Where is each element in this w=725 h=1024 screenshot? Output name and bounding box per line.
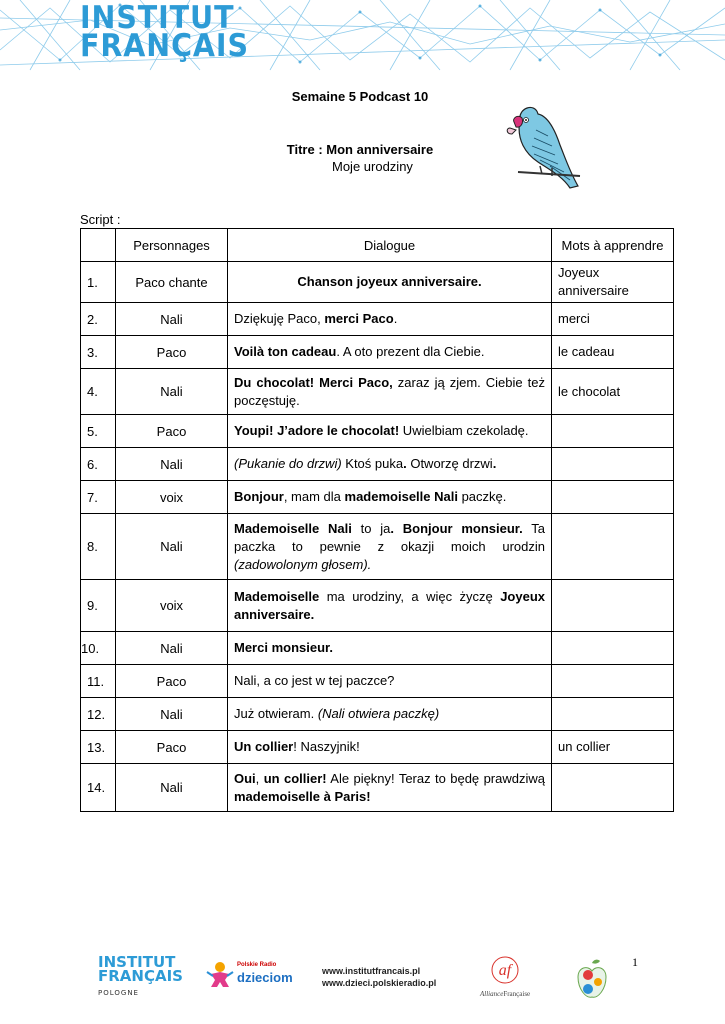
table-row xyxy=(81,415,674,448)
page-title: Titre : Mon anniversaire xyxy=(286,142,434,157)
row-words xyxy=(552,481,674,514)
row-character: Nali xyxy=(116,448,228,481)
header-dialogue: Dialogue xyxy=(228,229,552,262)
row-dialogue: Już otwieram. (Nali otwiera paczkę) xyxy=(228,698,552,731)
logo-line1: INSTITUT xyxy=(80,0,235,36)
row-character: Nali xyxy=(116,369,228,415)
row-number: 11. xyxy=(81,665,116,698)
row-character: Paco chante xyxy=(116,262,228,303)
row-dialogue: Nali, a co jest w tej paczce? xyxy=(228,665,552,698)
footer-logo-line1: INSTITUT xyxy=(98,953,176,971)
page-title-pl: Moje urodziny xyxy=(332,159,413,174)
footer-logos xyxy=(0,955,725,1005)
institut-francais-logo xyxy=(80,0,264,64)
row-words xyxy=(552,665,674,698)
table-row xyxy=(81,481,674,514)
url-institut: www.institutfrancais.pl xyxy=(322,966,421,976)
header-personnages: Personnages xyxy=(116,229,228,262)
row-character: Nali xyxy=(116,303,228,336)
row-character: Paco xyxy=(116,731,228,764)
row-number: 3. xyxy=(81,336,116,369)
table-row xyxy=(81,731,674,764)
footer-urls xyxy=(322,965,436,989)
kid-figure-icon xyxy=(205,960,235,988)
row-character: Nali xyxy=(116,514,228,580)
row-number: 4. xyxy=(81,369,116,415)
row-number: 1. xyxy=(81,262,116,303)
row-dialogue: Merci monsieur. xyxy=(228,632,552,665)
af-mark-text: af xyxy=(498,962,512,979)
row-number: 5. xyxy=(81,415,116,448)
row-dialogue: Du chocolat! Merci Paco, zaraz ją zjem. Ciebie też poczęstuję. xyxy=(228,369,552,415)
row-words: Joyeux anniversaire xyxy=(552,262,674,303)
table-row xyxy=(81,632,674,665)
script-table xyxy=(80,228,674,812)
table-row xyxy=(81,336,674,369)
row-number: 13. xyxy=(81,731,116,764)
table-row xyxy=(81,303,674,336)
table-row xyxy=(81,764,674,812)
row-dialogue: Youpi! J’adore le chocolat! Uwielbiam czekoladę. xyxy=(228,415,552,448)
row-dialogue: Chanson joyeux anniversaire. xyxy=(228,262,552,303)
script-label: Script : xyxy=(80,212,121,227)
row-words xyxy=(552,580,674,632)
header-mots: Mots à apprendre xyxy=(552,229,674,262)
header-num xyxy=(81,229,116,262)
polskie-radio-logo xyxy=(205,960,293,993)
row-words: le chocolat xyxy=(552,369,674,415)
parrot-illustration xyxy=(500,100,590,200)
row-dialogue: Un collier! Naszyjnik! xyxy=(228,731,552,764)
radio-label: Polskie Radio xyxy=(237,962,277,968)
row-character: voix xyxy=(116,481,228,514)
table-row xyxy=(81,580,674,632)
row-words xyxy=(552,764,674,812)
row-number: 8. xyxy=(81,514,116,580)
logo-line2: FRANÇAIS xyxy=(80,28,249,64)
row-words xyxy=(552,415,674,448)
footer-logo-line2: FRANÇAIS xyxy=(98,967,183,985)
table-row xyxy=(81,369,674,415)
row-dialogue: Voilà ton cadeau. A oto prezent dla Ciebie. xyxy=(228,336,552,369)
row-number: 7. xyxy=(81,481,116,514)
table-header-row xyxy=(81,229,674,262)
row-words: un collier xyxy=(552,731,674,764)
page-number: 1 xyxy=(632,955,638,969)
row-number: 12. xyxy=(81,698,116,731)
af-name: AllianceFrançaise xyxy=(480,990,531,998)
row-character: Paco xyxy=(116,415,228,448)
url-polskieradio: www.dzieci.polskieradio.pl xyxy=(322,978,437,988)
row-words: le cadeau xyxy=(552,336,674,369)
table-row xyxy=(81,514,674,580)
institut-francais-footer-logo xyxy=(98,955,183,1000)
row-number: 10. xyxy=(81,632,116,665)
row-character: voix xyxy=(116,580,228,632)
row-number: 6. xyxy=(81,448,116,481)
row-character: Nali xyxy=(116,698,228,731)
table-row xyxy=(81,448,674,481)
af-mark-icon xyxy=(480,955,530,985)
footer-logo-country: POLOGNE xyxy=(98,989,139,997)
row-words xyxy=(552,448,674,481)
efc-logo xyxy=(566,955,616,1008)
row-number: 2. xyxy=(81,303,116,336)
row-words xyxy=(552,698,674,731)
row-words: merci xyxy=(552,303,674,336)
apple-logo-icon xyxy=(566,955,616,1003)
table-row xyxy=(81,665,674,698)
radio-name: dzieciom xyxy=(237,970,293,985)
row-dialogue: Mademoiselle Nali to ja. Bonjour monsieur. Ta paczka to pewnie z okazji moich urodzin (zadowolonym głosem). xyxy=(228,514,552,580)
alliance-francaise-logo xyxy=(480,955,530,998)
row-dialogue: Oui, un collier! Ale piękny! Teraz to będę prawdziwą mademoiselle à Paris! xyxy=(228,764,552,812)
row-character: Paco xyxy=(116,336,228,369)
row-dialogue: Mademoiselle ma urodziny, a więc życzę Joyeux anniversaire. xyxy=(228,580,552,632)
table-row xyxy=(81,698,674,731)
row-number: 9. xyxy=(81,580,116,632)
row-words xyxy=(552,514,674,580)
row-dialogue: (Pukanie do drzwi) Ktoś puka. Otworzę drzwi. xyxy=(228,448,552,481)
row-character: Paco xyxy=(116,665,228,698)
table-row xyxy=(81,262,674,303)
row-dialogue: Bonjour, mam dla mademoiselle Nali paczkę. xyxy=(228,481,552,514)
row-character: Nali xyxy=(116,632,228,665)
row-character: Nali xyxy=(116,764,228,812)
week-title: Semaine 5 Podcast 10 xyxy=(291,89,429,104)
row-dialogue: Dziękuję Paco, merci Paco. xyxy=(228,303,552,336)
header-banner xyxy=(0,0,725,72)
row-number: 14. xyxy=(81,764,116,812)
row-words xyxy=(552,632,674,665)
